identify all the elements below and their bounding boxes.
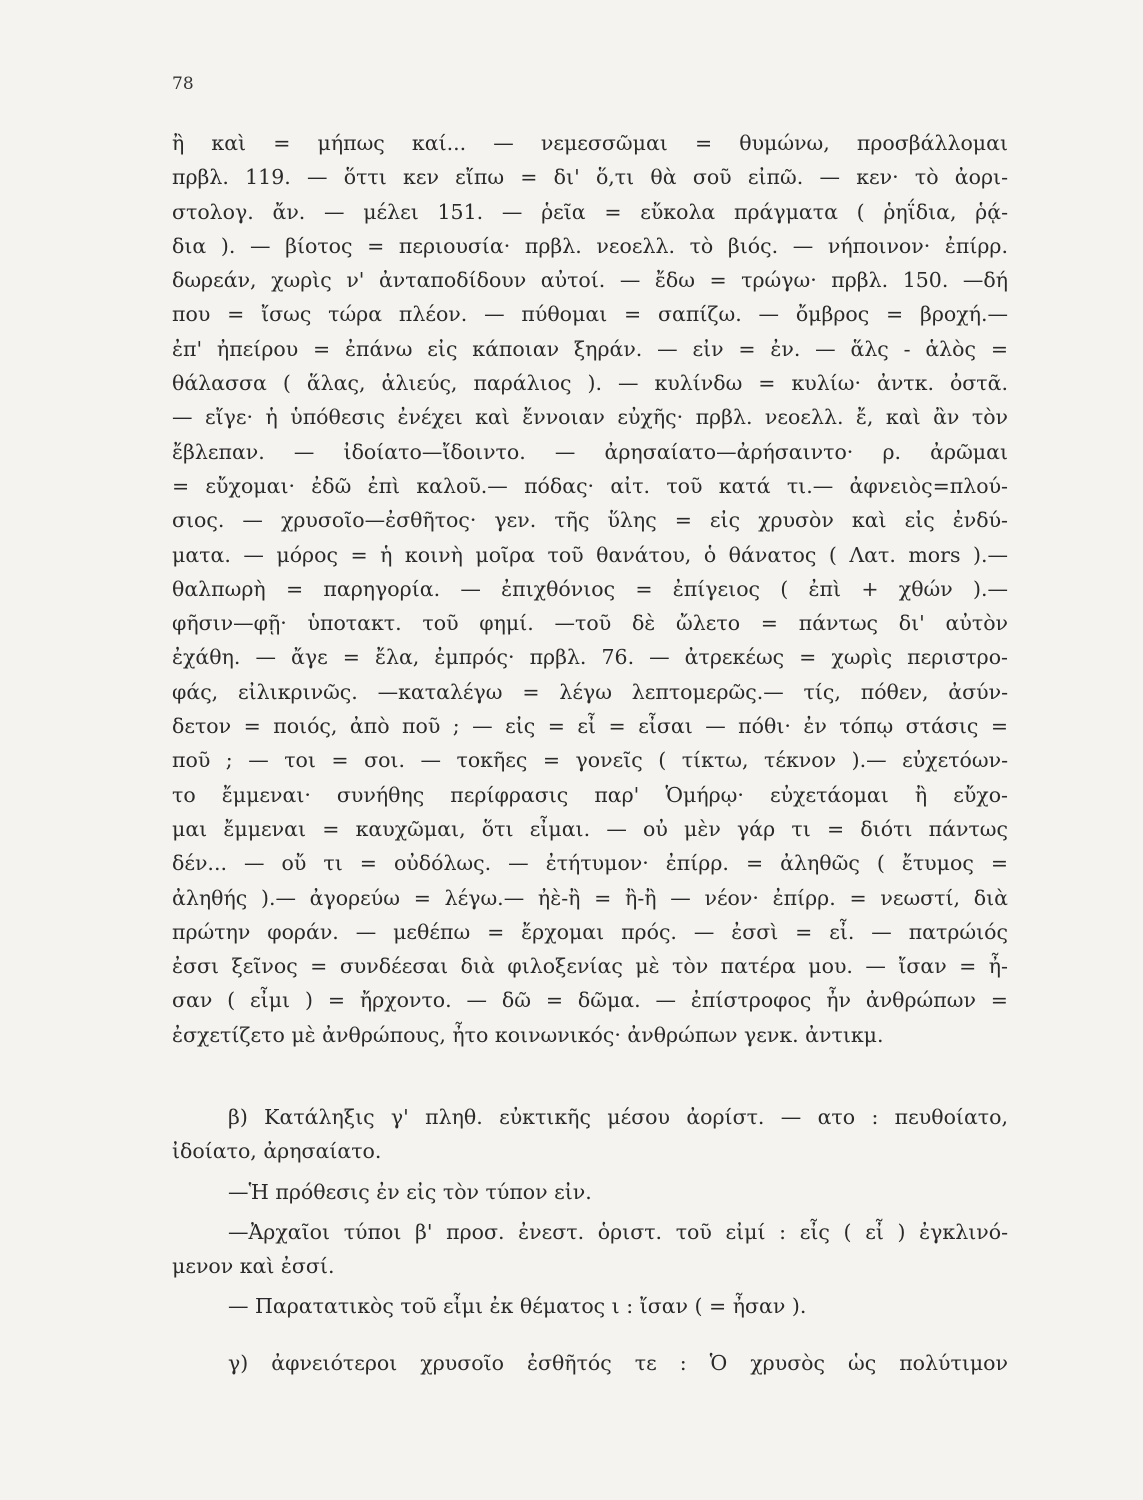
- text-line: δωρεάν, χωρὶς ν' ἀνταποδίδουν αὐτοί. — ἔδω = τρώγω· πρβλ. 150. —δή: [172, 268, 1008, 293]
- section-gamma: [172, 1346, 1008, 1380]
- section-beta-line: —Ἀρχαῖοι τύποι β' προσ. ἐνεστ. ὁριστ. τοῦ εἰμί : εἶς ( εἶ ) ἐγκλινό-: [228, 1219, 1008, 1244]
- section-beta-line: —Ἡ πρόθεσις ἐν εἰς τὸν τύπον εἰν.: [228, 1179, 592, 1204]
- text-line: θάλασσα ( ἅλας, ἁλιεύς, παράλιος ). — κυλίνδω = κυλίω· ἀντκ. ὀστᾶ.: [172, 371, 1008, 396]
- text-line: φῆσιν—φῇ· ὑποτακτ. τοῦ φημί. —τοῦ δὲ ὤλετο = πάντως δι' αὐτὸν: [172, 611, 1008, 636]
- text-line: ἔβλεπαν. — ἰδοίατο—ἴδοιντο. — ἀρησαίατο—ἀρήσαιντο· ρ. ἀρῶμαι: [172, 439, 1008, 464]
- text-line: το ἔμμεναι· συνήθης περίφρασις παρ' Ὁμήρῳ· εὐχετάομαι ἢ εὔχο-: [172, 782, 1008, 807]
- text-line: πρβλ. 119. — ὅττι κεν εἴπω = δι' ὅ,τι θὰ σοῦ εἰπῶ. — κεν· τὸ ἀορι-: [172, 165, 1008, 190]
- text-line: δια ). — βίοτος = περιουσία· πρβλ. νεοελλ. τὸ βιός. — νήποινον· ἐπίρρ.: [172, 233, 1008, 258]
- text-line: = εὔχομαι· ἐδῶ ἐπὶ καλοῦ.— πόδας· αἰτ. τοῦ κατά τι.— ἀφνειὸς=πλού-: [172, 473, 1008, 498]
- text-line: ἐχάθη. — ἄγε = ἔλα, ἐμπρός· πρβλ. 76. — ἀτρεκέως = χωρὶς περιστρο-: [172, 645, 1008, 670]
- text-line: σαν ( εἶμι ) = ἤρχοντο. — δῶ = δῶμα. — ἐπίστροφος ἦν ἀνθρώπων =: [172, 988, 1008, 1013]
- section-beta: [172, 1100, 1008, 1324]
- text-line: ἐπ' ἠπείρου = ἐπάνω εἰς κάποιαν ξηράν. — εἰν = ἐν. — ἅλς - ἁλὸς =: [172, 336, 1008, 361]
- text-line: δέν... — οὔ τι = οὐδόλως. — ἐτήτυμον· ἐπίρρ. = ἀληθῶς ( ἔτυμος =: [172, 851, 1008, 876]
- commentary-block: [172, 126, 1008, 1052]
- text-line: θαλπωρὴ = παρηγορία. — ἐπιχθόνιος = ἐπίγειος ( ἐπὶ + χθών ).—: [172, 576, 1008, 601]
- text-line: ἐσχετίζετο μὲ ἀνθρώπους, ἦτο κοινωνικός· ἀνθρώπων γενκ. ἀντικμ.: [172, 1022, 884, 1047]
- text-line: ματα. — μόρος = ἡ κοινὴ μοῖρα τοῦ θανάτου, ὁ θάνατος ( Λατ. mors ).—: [172, 542, 1008, 567]
- text-line: ἀληθής ).— ἀγορεύω = λέγω.— ἠὲ-ἢ = ἢ-ἢ — νέον· ἐπίρρ. = νεωστί, διὰ: [172, 885, 1008, 910]
- section-beta-line: β) Κατάληξις γ' πληθ. εὐκτικῆς μέσου ἀορίστ. — ατο : πευθοίατο,: [228, 1105, 1008, 1129]
- text-line: ποῦ ; — τοι = σοι. — τοκῆες = γονεῖς ( τίκτω, τέκνον ).— εὐχετόων-: [172, 748, 1008, 773]
- text-line: που = ἴσως τώρα πλέον. — πύθομαι = σαπίζω. — ὄμβρος = βροχή.—: [172, 302, 1008, 327]
- section-beta-line: μενον καὶ ἐσσί.: [172, 1254, 335, 1279]
- text-line: δετον = ποιός, ἀπὸ ποῦ ; — εἰς = εἶ = εἶσαι — πόθι· ἐν τόπῳ στάσις =: [172, 714, 1008, 739]
- text-line: πρώτην φοράν. — μεθέπω = ἔρχομαι πρός. — ἐσσὶ = εἶ. — πατρώιός: [172, 919, 1008, 944]
- text-line: ἢ καὶ = μήπως καί... — νεμεσσῶμαι = θυμώνω, προσβάλλομαι: [172, 131, 1008, 155]
- text-line: φάς, εἰλικρινῶς. —καταλέγω = λέγω λεπτομερῶς.— τίς, πόθεν, ἀσύν-: [172, 679, 1008, 704]
- section-beta-line: — Παρατατικὸς τοῦ εἶμι ἐκ θέματος ι : ἴσαν ( = ἦσαν ).: [228, 1294, 807, 1319]
- section-beta-line: ἰδοίατο, ἀρησαίατο.: [172, 1139, 382, 1164]
- text-line: σιος. — χρυσοῖο—ἐσθῆτος· γεν. τῆς ὕλης = εἰς χρυσὸν καὶ εἰς ἐνδύ-: [172, 508, 1008, 533]
- text-line: στολογ. ἄν. — μέλει 151. — ῥεῖα = εὔκολα πράγματα ( ῥηΐδια, ῥᾴ-: [172, 199, 1008, 224]
- page-number: 78: [172, 74, 194, 94]
- section-gamma-line: γ) ἀφνειότεροι χρυσοῖο ἐσθῆτός τε : Ὁ χρυσὸς ὡς πολύτιμον: [228, 1351, 1008, 1375]
- text-line: μαι ἔμμεναι = καυχῶμαι, ὅτι εἶμαι. — οὐ μὲν γάρ τι = διότι πάντως: [172, 816, 1008, 841]
- text-line: — εἴγε· ἡ ὑπόθεσις ἐνέχει καὶ ἔννοιαν εὐχῆς· πρβλ. νεοελλ. ἔ, καὶ ἂν τὸν: [172, 405, 1008, 430]
- text-line: ἐσσι ξεῖνος = συνδέεσαι διὰ φιλοξενίας μὲ τὸν πατέρα μου. — ἴσαν = ἦ-: [172, 954, 1008, 979]
